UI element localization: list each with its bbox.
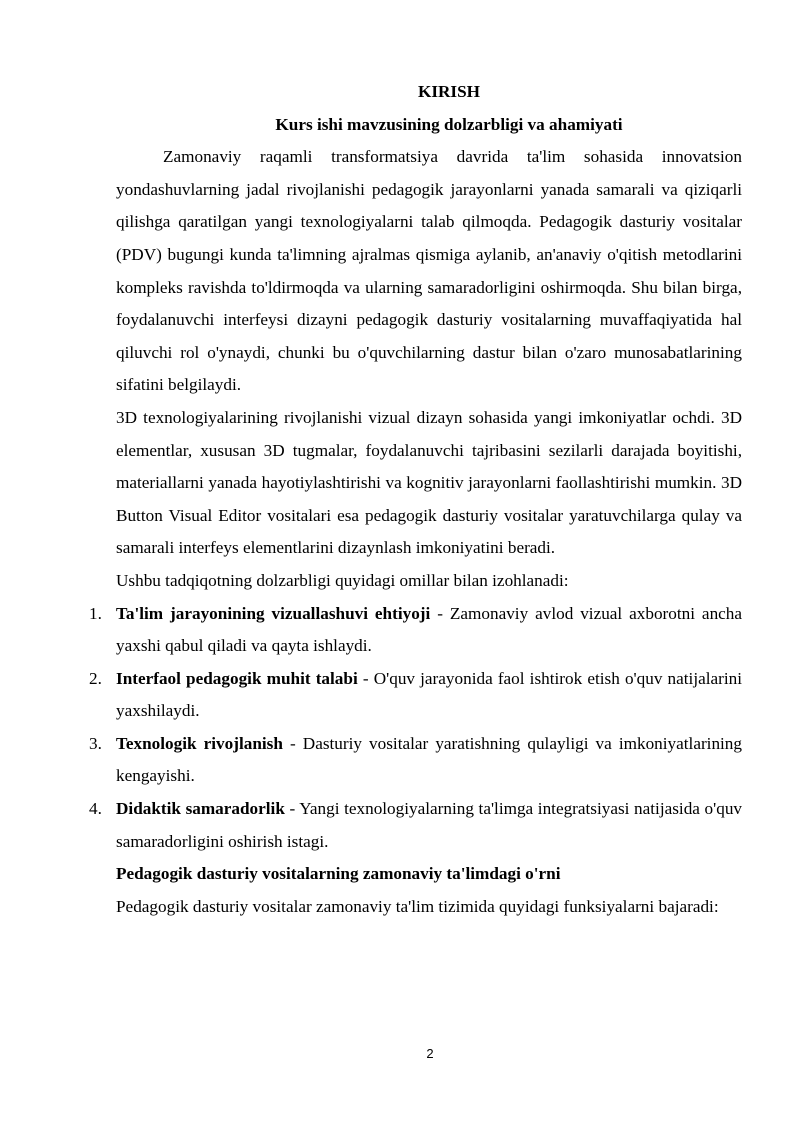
document-page [89,76,743,923]
list-item-text: - Dasturiy vositalar yaratishning qulayligi va imkoniyatlarining kengayishi. [116,733,742,786]
list-item [89,793,743,858]
list-number: 4. [89,799,102,819]
body-paragraph: Pedagogik dasturiy vositalar zamonaviy ta'lim tizimida quyidagi funksiyalarni bajaradi: [116,896,719,916]
list-item-heading: Ta'lim jarayonining vizuallashuvi ehtiyoji [116,603,431,623]
list-item [89,663,742,728]
list-number: 3. [89,733,102,753]
page-subtitle: Kurs ishi mavzusining dolzarbligi va ahamiyati [275,114,623,134]
section-heading: Pedagogik dasturiy vositalarning zamonaviy ta'limdagi o'rni [116,864,561,884]
body-paragraph: Zamonaviy raqamli transformatsiya davrida ta'lim sohasida innovatsion yondashuvlarning jadal rivojlanishi pedagogik jarayonlarni yanada samarali va qiziqarli qilishga qaratilgan yangi texnologiyalarni talab qilmoqda. Pedagogik dasturiy vositalar (PDV) bugungi kunda ta'limning ajralmas qismiga aylanib, an'anaviy o'qitish metodlarini kompleks ravishda to'ldirmoqda va ularning samaradorligini oshirmoqda. Shu bilan birga, foydalanuvchi interfeysi dizayni pedagogik dasturiy vositalarning muvaffaqiyatida hal qiluvchi rol o'ynaydi, chunki bu o'quvchilarning dastur bilan o'zaro munosabatlarining sifatini belgilaydi. [116,147,742,395]
list-item-heading: Interfaol pedagogik muhit talabi [116,668,358,688]
body-paragraph: 3D texnologiyalarining rivojlanishi vizual dizayn sohasida yangi imkoniyatlar ochdi. 3D elementlar, xususan 3D tugmalar, foydalanuvchi tajribasini sezilarli darajada boyitishi, materiallarni yanada hayotiylashtirishi va kognitiv jarayonlarni faollashtirishi mumkin. 3D Button Visual Editor vositalari esa pedagogik dasturiy vositalar yaratuvchilarga qulay va samarali interfeys elementlarini dizaynlash imkoniyatini beradi. [116,407,742,558]
list-item-text: - O'quv jarayonida faol ishtirok etish o'quv natijalarini yaxshilaydi. [116,668,742,721]
list-number: 1. [89,603,102,623]
page-title: KIRISH [417,82,481,101]
list-item-heading: Texnologik rivojlanish [116,733,283,753]
list-number: 2. [89,668,102,688]
body-paragraph: Ushbu tadqiqotning dolzarbligi quyidagi omillar bilan izohlanadi: [116,570,569,590]
numbered-list [89,598,743,859]
list-item-text: - Zamonaviy avlod vizual axborotni ancha yaxshi qabul qiladi va qayta ishlaydi. [116,603,743,656]
list-item-heading: Didaktik samaradorlik [116,799,285,819]
list-item [89,728,742,793]
list-item-text: - Yangi texnologiyalarning ta'limga integratsiyasi natijasida o'quv samaradorligini oshirish istagi. [116,799,743,851]
list-item [89,598,743,663]
page-number: 2 [426,1046,434,1061]
